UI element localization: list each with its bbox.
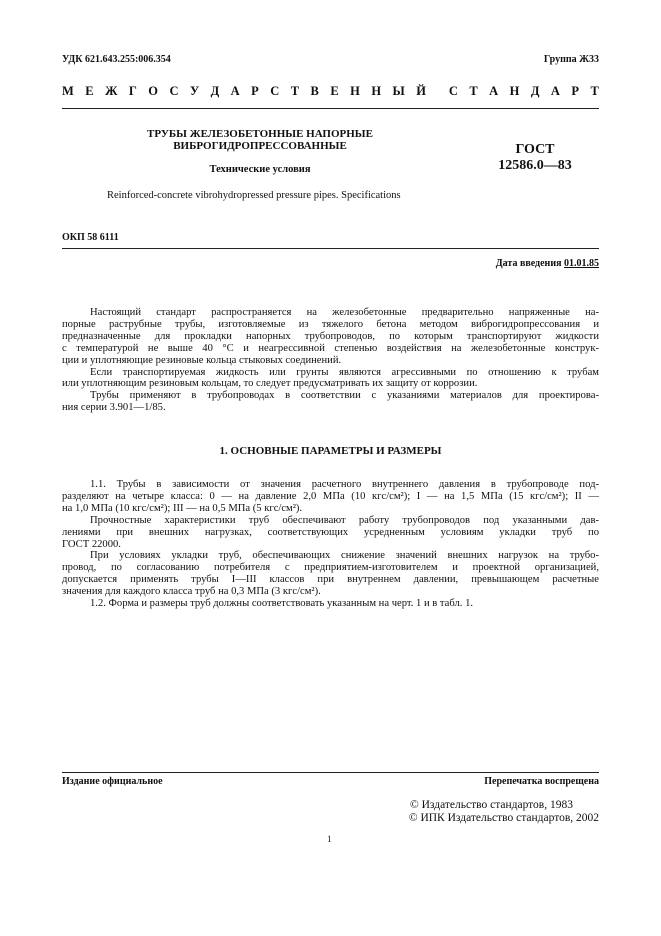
text-line: провод, по согласованию потребителя с предприятием-изготовителем и проектной организацией, [62, 562, 599, 574]
text-line: порные раструбные трубы, изготовляемые из тяжелого бетона методом виброгидропрессования и [62, 318, 599, 330]
paragraph [62, 515, 599, 551]
banner-letter: А [230, 84, 240, 98]
gost-label: ГОСТ [515, 142, 555, 157]
text-line: или уплотняющим резиновым кольцам, то следует предусматривать их защиту от коррозии. [62, 378, 478, 390]
text-line: лениями при внешних нагрузках, соответствующих усредненным условиям укладки труб по [62, 526, 599, 538]
text-line: При условиях укладки труб, обеспечивающих снижение значений внешних нагрузок на трубо- [90, 550, 599, 562]
banner-letter: О [148, 84, 159, 98]
text-line: Настоящий стандарт распространяется на железобетонные предварительно напряженные на- [90, 307, 599, 318]
text-line: предназначенные для прокладки напорных трубопроводов, по которым транспортируют жидкости [62, 330, 599, 342]
copyright-2002: © ИПК Издательство стандартов, 2002 [408, 812, 599, 824]
document-subtitle: Технические условия [209, 164, 311, 175]
intro-date-label: Дата введения [495, 258, 562, 269]
text-line: Прочностные характеристики труб обеспечивают работу трубопроводов под указанными дав- [90, 514, 599, 526]
banner-letter: М [62, 84, 74, 98]
banner-letter: С [448, 84, 458, 98]
document-title [120, 128, 400, 152]
text-line: разделяют на четыре класса: 0 — на давление 2,0 МПа (10 кгс/см²); I — на 1,5 МПа (15 кгс/см²); II — [62, 490, 599, 502]
text-line: Если транспортируемая жидкость или грунты являются агрессивными по отношению к трубам [90, 366, 599, 378]
banner-letter: Т [469, 84, 478, 98]
group-code: Группа Ж33 [543, 54, 599, 65]
section-1-text [62, 479, 599, 610]
section-1-heading: 1. ОСНОВНЫЕ ПАРАМЕТРЫ И РАЗМЕРЫ [219, 445, 442, 457]
banner-letter: Р [571, 84, 580, 98]
reprint-forbidden: Перепечатка воспрещена [484, 776, 599, 787]
top-rule [62, 108, 599, 109]
banner-letter: Н [350, 84, 360, 98]
banner-letter: Ы [392, 84, 405, 98]
text-line: значения для каждого класса труб на 0,3 МПа (3 кгс/см²). [62, 586, 321, 598]
paragraph [62, 479, 599, 515]
banner-letter: В [310, 84, 319, 98]
title-line-1: ТРУБЫ ЖЕЛЕЗОБЕТОННЫЕ НАПОРНЫЕ [147, 128, 373, 140]
banner-letter: Е [330, 84, 339, 98]
okp-rule [62, 248, 599, 249]
banner-letter: Ж [105, 84, 118, 98]
text-line: Трубы применяют в трубопроводах в соответствии с указаниями материалов для проектирова- [90, 390, 599, 402]
banner-letter: Т [590, 84, 599, 98]
banner-letter: Д [210, 84, 220, 98]
text-line: ГОСТ 22000. [62, 538, 121, 550]
title-line-2: ВИБРОГИДРОПРЕССОВАННЫЕ [173, 140, 347, 152]
paragraph [62, 390, 599, 414]
gost-designation [500, 142, 570, 174]
official-edition: Издание официальное [62, 776, 163, 787]
intro-text [62, 307, 599, 414]
banner-letter: Т [290, 84, 300, 98]
text-line: 1.1. Трубы в зависимости от значения расчетного внутреннего давления в трубопроводе под- [90, 479, 599, 490]
english-title: Reinforced-concrete vibrohydropressed pressure pipes. Specifications [107, 190, 401, 201]
banner-letter: Е [85, 84, 94, 98]
copyright-1983: © Издательство стандартов, 1983 [409, 799, 573, 811]
page-number: 1 [327, 834, 332, 844]
footer-rule [62, 772, 599, 773]
banner-letter: Н [509, 84, 520, 98]
copyright [409, 799, 599, 825]
text-line: 1.2. Форма и размеры труб должны соответствовать указанным на черт. 1 и в табл. 1. [90, 598, 474, 610]
paragraph [62, 307, 599, 367]
banner-letter: С [169, 84, 179, 98]
banner-letter: Г [128, 84, 137, 98]
paragraph [62, 367, 599, 391]
udc-code: УДК 621.643.255:006.354 [62, 54, 171, 65]
banner-letter: С [270, 84, 280, 98]
text-line: ции и уплотняющие резиновые кольца стыковых соединений. [62, 354, 342, 366]
banner-letter: Н [371, 84, 382, 98]
paragraph [62, 598, 599, 610]
okp-code: ОКП 58 6111 [62, 232, 119, 243]
interstate-standard-banner [62, 84, 599, 99]
text-line: с температурой не выше 40 °С и неагрессивной степенью воздействия на железобетонные конструк- [62, 342, 599, 354]
intro-date-value: 01.01.85 [564, 258, 599, 269]
banner-letter: А [550, 84, 560, 98]
banner-letter: А [489, 84, 499, 98]
paragraph [62, 550, 599, 598]
text-line: ния серии 3.901—1/85. [62, 402, 166, 414]
text-line: допускается применять трубы I—III классов при внутреннем давлении, превышающем расчетные [62, 574, 599, 586]
banner-letter: У [189, 84, 200, 98]
banner-letter: Р [251, 84, 259, 98]
text-line: на 1,0 МПа (10 кгс/см²); III — на 0,5 МПа (5 кгс/см²). [62, 502, 303, 514]
gost-number: 12586.0—83 [498, 158, 572, 173]
intro-date [496, 258, 599, 269]
banner-letter: Д [530, 84, 540, 98]
banner-letter: Й [416, 84, 426, 98]
